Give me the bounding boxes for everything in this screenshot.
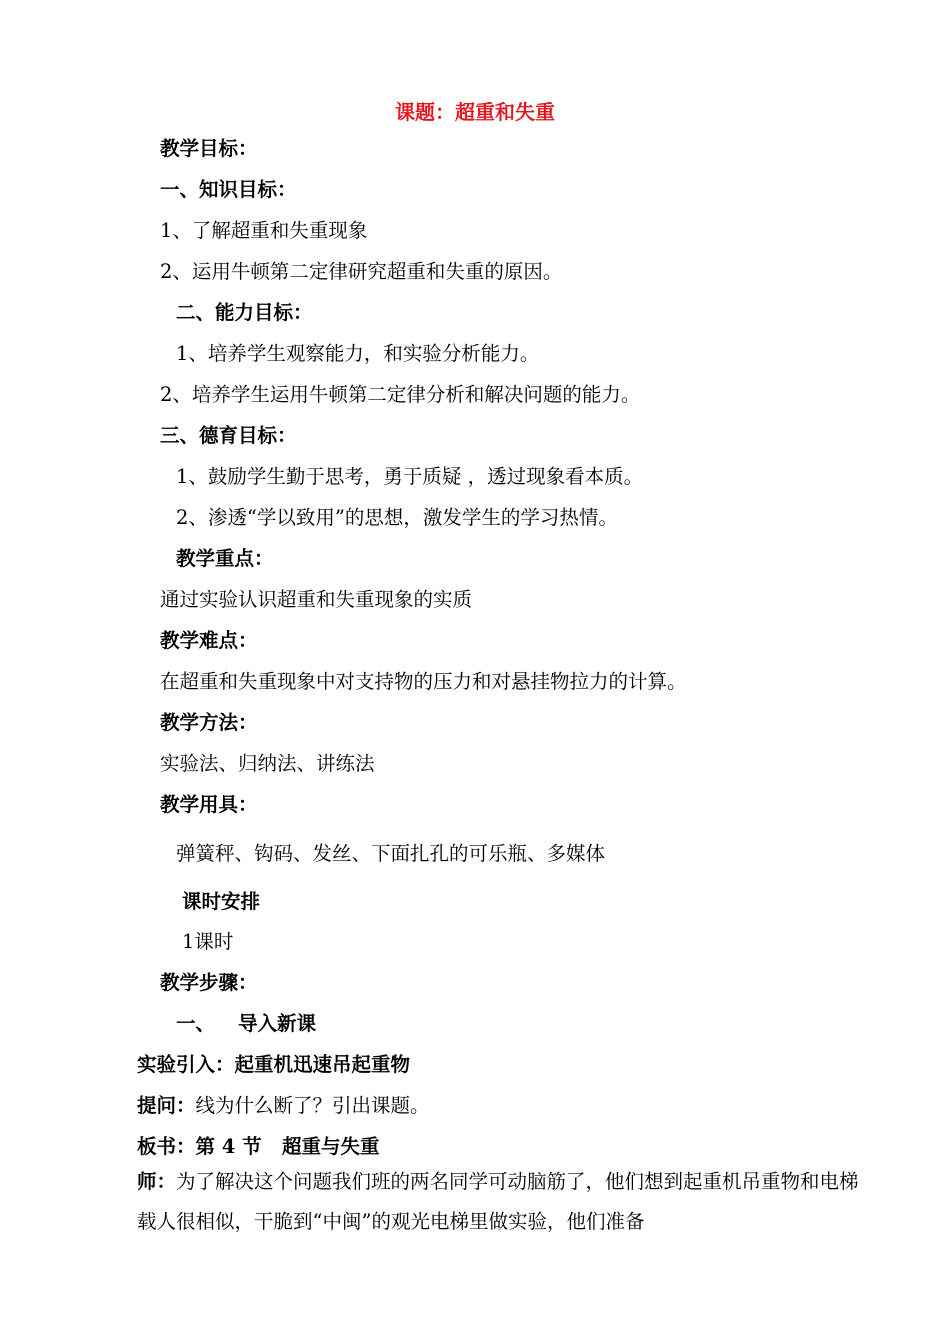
teacher-paragraph <box>137 1162 862 1242</box>
schedule-heading: 课时安排 <box>182 890 261 913</box>
ability-item: 1、培养学生观察能力，和实验分析能力。 <box>176 342 540 365</box>
tools-heading: 教学用具： <box>160 793 258 816</box>
ability-heading: 二、能力目标： <box>176 301 313 324</box>
ability-item: 2、培养学生运用牛顿第二定律分析和解决问题的能力。 <box>160 383 641 406</box>
moral-item: 2、渗透“学以致用”的思想，激发学生的学习热情。 <box>176 506 618 529</box>
board-text: 第 4 节 超重与失重 <box>195 1135 380 1158</box>
key-point-heading: 教学重点： <box>176 547 274 570</box>
question-text: 线为什么断了？引出课题。 <box>195 1094 430 1117</box>
experiment-intro: 实验引入：起重机迅速吊起重物 <box>137 1053 411 1076</box>
objectives-heading: 教学目标： <box>160 137 258 160</box>
method-text: 实验法、归纳法、讲练法 <box>160 752 375 775</box>
difficulty-text: 在超重和失重现象中对支持物的压力和对悬挂物拉力的计算。 <box>160 670 687 693</box>
teacher-label: 师： <box>137 1170 177 1193</box>
question-label: 提问： <box>137 1094 196 1117</box>
step-part-number: 一、 <box>176 1012 216 1035</box>
key-point-text: 通过实验认识超重和失重现象的实质 <box>160 588 473 611</box>
step-part-title: 导入新课 <box>238 1012 317 1035</box>
schedule-text: 1课时 <box>182 930 234 953</box>
knowledge-heading: 一、知识目标： <box>160 178 297 201</box>
steps-heading: 教学步骤： <box>160 971 258 994</box>
lesson-title: 课题：超重和失重 <box>395 100 555 124</box>
tools-text: 弹簧秤、钩码、发丝、下面扎孔的可乐瓶、多媒体 <box>176 842 606 865</box>
question-line <box>137 1093 430 1119</box>
board-line <box>137 1134 380 1160</box>
knowledge-item: 1、了解超重和失重现象 <box>160 219 368 242</box>
method-heading: 教学方法： <box>160 711 258 734</box>
teacher-text: 为了解决这个问题我们班的两名同学可动脑筋了，他们想到起重机吊重物和电梯载人很相似，干脆到“中闽”的观光电梯里做实验，他们准备 <box>137 1170 859 1233</box>
difficulty-heading: 教学难点： <box>160 629 258 652</box>
board-label: 板书： <box>137 1135 196 1158</box>
moral-heading: 三、德育目标： <box>160 424 297 447</box>
knowledge-item: 2、运用牛顿第二定律研究超重和失重的原因。 <box>160 260 563 283</box>
moral-item: 1、鼓励学生勤于思考，勇于质疑 ，透过现象看本质。 <box>176 465 644 488</box>
